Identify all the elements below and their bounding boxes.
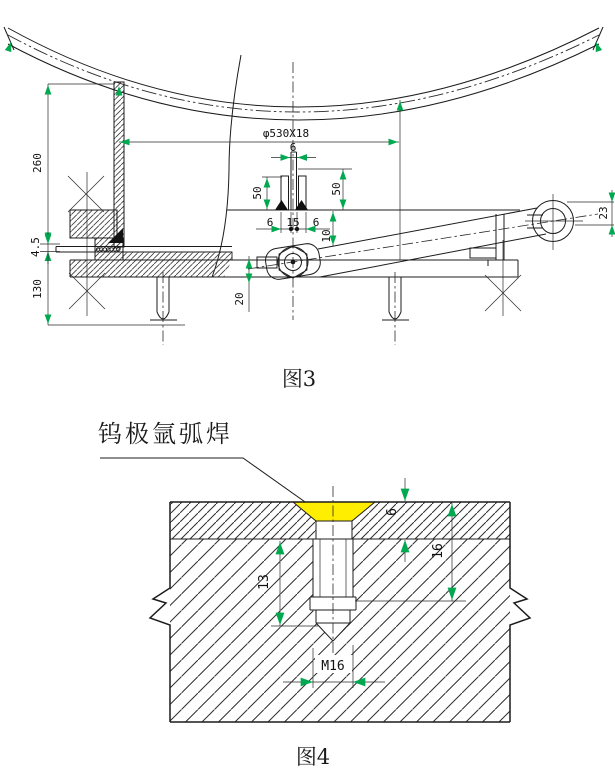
figure4-caption: 图4 (295, 745, 331, 769)
dim-23 (567, 190, 615, 237)
dim-10 (320, 211, 336, 246)
weld-process-label: 钨极氩弧焊 (98, 420, 233, 448)
dim-50-left (251, 177, 282, 210)
dim-4-5-label: 4.5 (29, 237, 42, 257)
dim-16-label: 16 (431, 543, 446, 559)
anchor-bolt-right (382, 272, 409, 345)
dim-260-label: 260 (31, 153, 44, 173)
dim-4-5 (29, 232, 60, 264)
pivot-side-tab (257, 257, 277, 268)
dim-6-right-label: 6 (312, 216, 320, 229)
dim-chain-6-15-6 (256, 212, 330, 233)
dim-m16-label: M16 (321, 659, 345, 674)
saddle-strip (123, 252, 232, 260)
roller-pin (525, 194, 583, 250)
thin-membrane-plate (56, 247, 232, 253)
figure4-weld-detail (98, 420, 530, 769)
dim-20 (233, 256, 252, 312)
dim-pipe-diameter (119, 100, 403, 260)
right-support-bracket (470, 214, 504, 266)
dim-23-label: 23 (597, 206, 610, 220)
dim-rod-6-label: 6 (289, 141, 297, 154)
pivot-hex-joint (257, 242, 322, 281)
dim-10-label: 10 (320, 229, 333, 243)
figure3-caption: 图3 (281, 367, 317, 391)
dim-plate-6-label: 6 (385, 508, 400, 516)
break-curve (212, 55, 241, 277)
anchor-bolt-left (150, 272, 177, 345)
pipe-size-label: φ530X18 (262, 127, 310, 140)
dim-50-left-label: 50 (251, 186, 264, 200)
dim-13-label: 13 (257, 574, 272, 590)
dim-15-label: 15 (286, 216, 300, 229)
pipe-shell-arcs (4, 27, 603, 120)
center-lug-detail (275, 152, 308, 210)
dim-rod-6 (271, 141, 316, 161)
dim-6-left-label: 6 (266, 216, 274, 229)
dim-130-label: 130 (31, 279, 44, 299)
figure3-assembly-view (4, 27, 615, 391)
break-cross-marks (68, 172, 521, 316)
dim-50-right-label: 50 (330, 182, 343, 196)
dim-20-label: 20 (233, 292, 246, 306)
